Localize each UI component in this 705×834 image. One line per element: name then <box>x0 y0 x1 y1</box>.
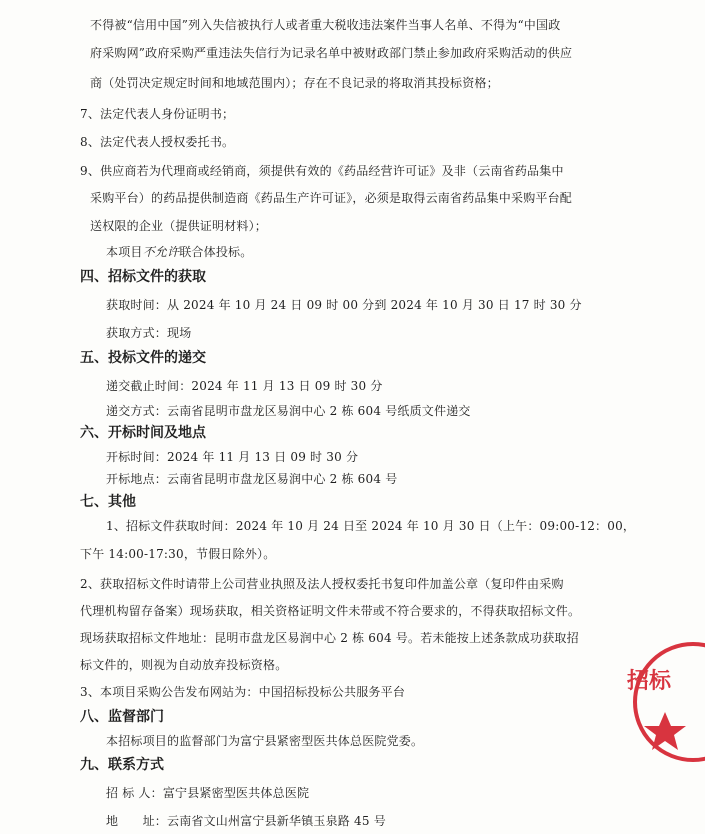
consortium-suffix: 联合体投标。 <box>179 245 253 259</box>
section-heading-5: 五、投标文件的递交 <box>80 350 206 366</box>
section-heading-6: 六、开标时间及地点 <box>80 425 206 441</box>
consortium-note <box>106 244 252 260</box>
other-item-3: 3、本项目采购公告发布网站为：中国招标投标公共服务平台 <box>80 685 406 699</box>
paragraph-line: 送权限的企业（提供证明材料）； <box>90 219 268 233</box>
list-item-7: 7、法定代表人身份证明书； <box>80 107 235 121</box>
paragraph-line: 府采购网”政府采购严重违法失信行为记录名单中被财政部门禁止参加政府采购活动的供应 <box>90 46 573 60</box>
get-method: 获取方式：现场 <box>106 326 192 340</box>
list-item-8: 8、法定代表人授权委托书。 <box>80 135 235 149</box>
consortium-not-allowed: 不允许 <box>142 245 180 259</box>
paragraph-line: 下午 14:00-17:30，节假日除外）。 <box>80 547 276 561</box>
paragraph-line: 不得被“信用中国”列入失信被执行人或者重大税收违法案件当事人名单、不得为“中国政 <box>90 18 561 32</box>
address-line: 地 址：云南省文山州富宁县新华镇玉泉路 45 号 <box>106 814 386 828</box>
paragraph-line: 代理机构留存备案）现场获取，相关资格证明文件未带或不符合要求的，不得获取招标文件。 <box>80 604 581 618</box>
paragraph-line: 采购平台）的药品提供制造商《药品生产许可证》，必须是取得云南省药品集中采购平台配 <box>90 191 573 205</box>
paragraph-line: 现场获取招标文件地址：昆明市盘龙区易润中心 2 栋 604 号。若未能按上述条款成功获取招 <box>80 631 579 645</box>
section-heading-4: 四、招标文件的获取 <box>80 269 206 285</box>
open-time: 开标时间：2024 年 11 月 13 日 09 时 30 分 <box>106 450 359 464</box>
section-heading-9: 九、联系方式 <box>80 757 164 773</box>
submit-method: 递交方式：云南省昆明市盘龙区易润中心 2 栋 604 号纸质文件递交 <box>106 404 471 418</box>
paragraph-line: 标文件的，则视为自动放弃投标资格。 <box>80 658 288 672</box>
supervision-text: 本招标项目的监督部门为富宁县紧密型医共体总医院党委。 <box>106 734 424 748</box>
section-heading-7: 七、其他 <box>80 494 136 510</box>
seal-star-icon <box>644 712 686 750</box>
submit-deadline: 递交截止时间：2024 年 11 月 13 日 09 时 30 分 <box>106 379 383 393</box>
get-time: 获取时间：从 2024 年 10 月 24 日 09 时 00 分到 2024 年 10 月 30 日 17 时 30 分 <box>106 298 582 312</box>
paragraph-line: 商（处罚决定规定时间和地域范围内）；存在不良记录的将取消其投标资格； <box>90 76 499 90</box>
other-item-2: 2、获取招标文件时请带上公司营业执照及法人授权委托书复印件加盖公章（复印件由采购 <box>80 577 564 591</box>
seal-text: 招标 <box>627 669 672 694</box>
other-item-1: 1、招标文件获取时间：2024 年 10 月 24 日至 2024 年 10 月 30 日（上午：09:00-12：00， <box>106 519 636 533</box>
tenderer-line: 招 标 人：富宁县紧密型医共体总医院 <box>106 786 310 800</box>
seal-stamp-icon <box>625 640 705 770</box>
open-place: 开标地点：云南省昆明市盘龙区易润中心 2 栋 604 号 <box>106 472 398 486</box>
section-heading-8: 八、监督部门 <box>80 709 164 725</box>
consortium-prefix: 本项目 <box>106 245 143 259</box>
list-item-9: 9、供应商若为代理商或经销商，须提供有效的《药品经营许可证》及非（云南省药品集中 <box>80 164 564 178</box>
